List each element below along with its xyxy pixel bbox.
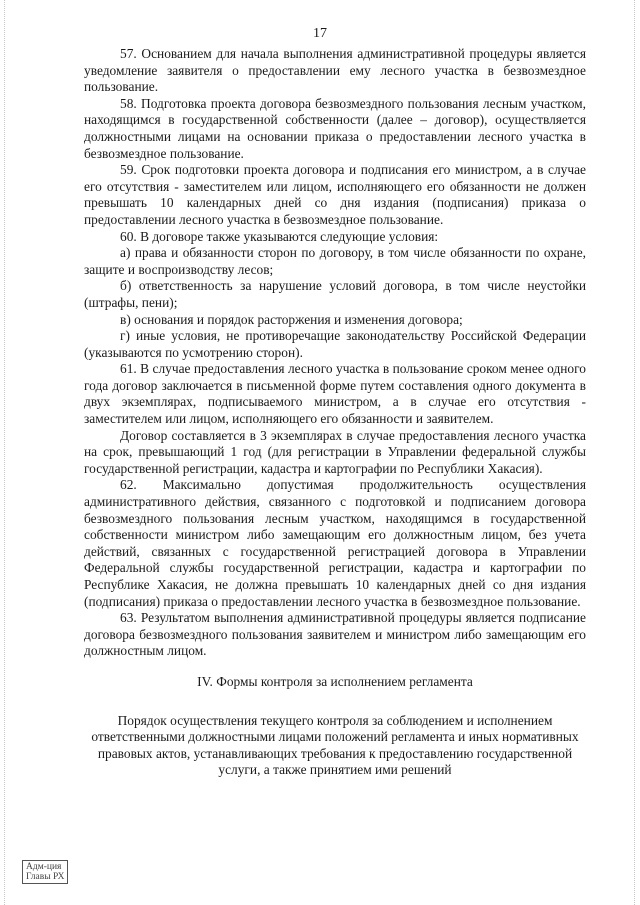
paragraph-60: 60. В договоре также указываются следующие условия:	[120, 228, 439, 244]
paragraph-57: 57. Основанием для начала выполнения административной процедуры является уведомление заявителя о предоставлении ему лесного участка в безвозмездное пользование.	[84, 46, 586, 95]
condition-v: в) основания и порядок расторжения и изменения договора;	[120, 311, 463, 327]
page-number: 17	[313, 26, 327, 41]
paragraph-61-copies: Договор составляется в 3 экземплярах в случае предоставления лесного участка на срок, превышающий 1 год (для регистрации в Управлении федеральной службы государственной регистрации, кадастра и картографии по Республики Хакасия).	[84, 427, 586, 476]
document-body	[84, 46, 586, 779]
paragraph-63: 63. Результатом выполнения административной процедуры является подписание договора безвозмездного пользования заявителем и министром либо замещающим его должностным лицом.	[84, 610, 586, 659]
condition-g: г) иные условия, не противоречащие законодательству Российской Федерации (указываются по усмотрению сторон).	[84, 328, 586, 360]
paragraph-58: 58. Подготовка проекта договора безвозмездного пользования лесным участком, находящимся в государственной собственности (далее – договор), осуществляется должностными лицами на основании приказа о предоставлении лесного участка в безвозмездное пользование.	[84, 95, 586, 161]
stamp-line-1: Адм-ция	[26, 862, 62, 872]
paragraph-61: 61. В случае предоставления лесного участка в пользование сроком менее одного года договор заключается в письменной форме путем составления одного документа в двух экземплярах, подписываемого министром, а в случае его отсутствия - заместителем или лицом, исполняющего его обязанности и заявителем.	[84, 361, 586, 427]
right-margin-line	[634, 0, 636, 905]
stamp-line-2: Главы РХ	[26, 872, 65, 882]
condition-a: а) права и обязанности сторон по договору, в том числе обязанности по охране, защите и воспроизводству лесов;	[84, 245, 586, 277]
paragraph-62: 62. Максимально допустимая продолжительность осуществления административного действия, связанного с подготовкой и подписанием договора безвозмездного пользования лесным участком, находящимся в государственной собственности министром либо замещающим его должностным лицом, без учета действий, связанных с государственной регистрацией договора в Управлении Федеральной службы государственной регистрации, кадастра и картографии по Республике Хакасия, не должна превышать 10 календарных дней со дня издания (подписания) приказа о предоставлении лесного участка в безвозмездное пользование.	[84, 477, 586, 609]
condition-b: б) ответственность за нарушение условий договора, в том числе неустойки (штрафы, пени);	[84, 278, 586, 310]
paragraph-59: 59. Срок подготовки проекта договора и подписания его министром, а в случае его отсутствия - заместителем или лицом, исполняющего его обязанности не должен превышать 10 календарных дней со дня издания (подписания) приказа о предоставлении лесного участка в безвозмездное пользование.	[84, 162, 586, 227]
left-margin-line	[4, 0, 6, 905]
section-title: IV. Формы контроля за исполнением регламента	[197, 673, 473, 689]
office-stamp	[22, 860, 68, 884]
subsection-title: Порядок осуществления текущего контроля за соблюдением и исполнением ответственными должностными лицами положений регламента и иных нормативных правовых актов, устанавливающих требования к предоставлению государственной услуги, а также принятием ими решений	[91, 712, 579, 778]
